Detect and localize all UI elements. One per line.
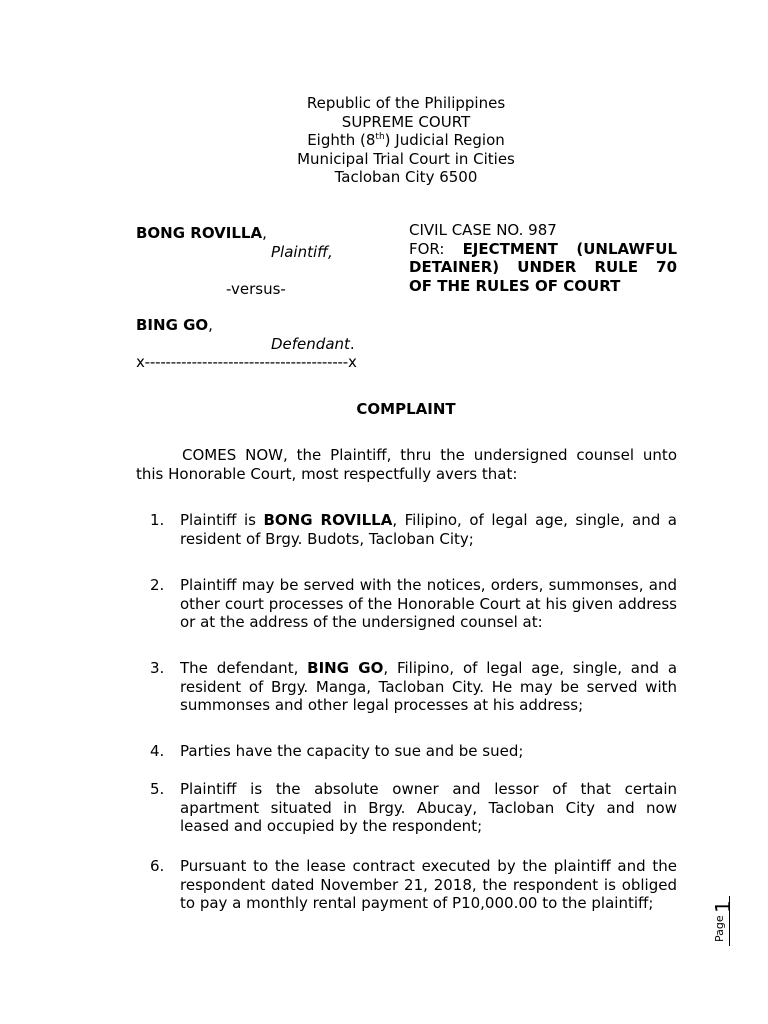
case-nature-line1: FOR: EJECTMENT (UNLAWFUL [409, 239, 678, 258]
list-item: 6. Pursuant to the lease contract executed by the plaintiff and the respondent dated November 21, 2018, the respondent is obliged to pay a monthly rental payment of P10,000.00 to the plaintiff; [150, 857, 677, 912]
list-item: 5. Plaintiff is the absolute owner and lessor of that certain apartment situated in Brgy. Abucay, Tacloban City and now leased and occupied by the respondent; [150, 780, 677, 835]
case-nature-line3: OF THE RULES OF COURT [409, 277, 621, 296]
case-nature-line2: DETAINER) UNDER RULE 70 [409, 258, 677, 277]
page-marker [711, 896, 735, 946]
versus-label: -versus- [226, 280, 286, 298]
caption-separator: x---------------------------------------x [136, 353, 357, 371]
document-title: COMPLAINT [356, 400, 456, 418]
page-word: Page [713, 915, 726, 942]
list-item: 4. Parties have the capacity to sue and be sued; [150, 742, 524, 760]
list-item: 1. Plaintiff is BONG ROVILLA, Filipino, of legal age, single, and a resident of Brgy. Budots, Tacloban City; [150, 511, 677, 548]
case-details [409, 221, 677, 296]
header-republic: Republic of the Philippines [306, 94, 506, 112]
defendant-name: BING GO, [136, 316, 213, 334]
plaintiff-role: Plaintiff, [271, 243, 333, 261]
header-city: Tacloban City 6500 [334, 168, 478, 186]
defendant-role: Defendant. [271, 335, 355, 353]
intro-paragraph: COMES NOW, the Plaintiff, thru the undersigned counsel unto this Honorable Court, most respectfully avers that: [136, 446, 677, 483]
header-supreme-court: SUPREME COURT [341, 112, 471, 131]
page-number: 1 [711, 900, 735, 913]
court-header [0, 94, 768, 187]
header-trial-court: Municipal Trial Court in Cities [297, 149, 515, 168]
list-item: 3. The defendant, BING GO, Filipino, of legal age, single, and a resident of Brgy. Manga, Tacloban City. He may be served with summonses and other legal processes at his address; [150, 659, 678, 714]
plaintiff-name: BONG ROVILLA, [136, 224, 267, 242]
header-judicial-region: Eighth (8th) Judicial Region [307, 131, 505, 149]
case-number: CIVIL CASE NO. 987 [409, 221, 557, 239]
list-item: 2. Plaintiff may be served with the notices, orders, summonses, and other court processes of the Honorable Court at his given address or at the address of the undersigned counsel at: [150, 576, 677, 631]
